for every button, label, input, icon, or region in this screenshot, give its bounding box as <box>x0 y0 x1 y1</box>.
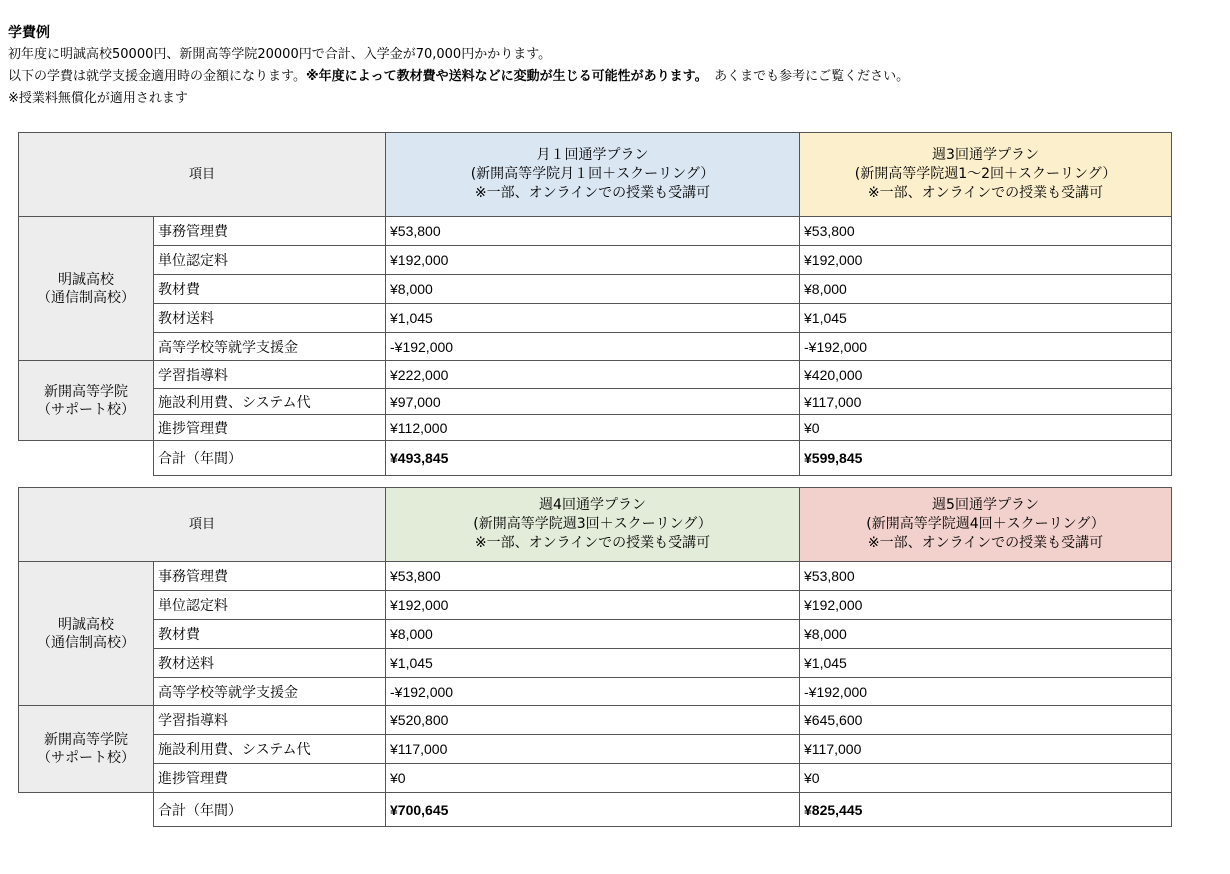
item-shisetsu: 施設利用費、システム代 <box>154 735 386 764</box>
item-soryo: 教材送料 <box>154 304 386 333</box>
value-cell: ¥8,000 <box>800 275 1172 304</box>
item-shisetsu: 施設利用費、システム代 <box>154 389 386 415</box>
value-cell: ¥192,000 <box>800 591 1172 620</box>
intro-line-3: ※授業料無償化が適用されます <box>8 91 188 106</box>
value-cell: ¥645,600 <box>800 706 1172 735</box>
fee-table-1 <box>18 132 1172 476</box>
value-cell: ¥8,000 <box>386 275 800 304</box>
total-value: ¥493,845 <box>386 441 800 476</box>
plan-name: 週3回通学プラン <box>932 147 1039 163</box>
item-tani: 単位認定料 <box>154 246 386 275</box>
intro-line-1: 初年度に明誠高校50000円、新開高等学院20000円で合計、入学金が70,000円かかります。 <box>8 47 552 62</box>
value-cell: ¥117,000 <box>800 735 1172 764</box>
item-gakushu: 学習指導料 <box>154 706 386 735</box>
value-cell: ¥1,045 <box>800 304 1172 333</box>
value-cell: ¥117,000 <box>386 735 800 764</box>
plan-detail: (新開高等学院週4回＋スクーリング） <box>866 516 1105 532</box>
value-cell: -¥192,000 <box>386 678 800 706</box>
value-cell: ¥520,800 <box>386 706 800 735</box>
value-cell: ¥112,000 <box>386 415 800 441</box>
item-soryo: 教材送料 <box>154 649 386 678</box>
item-kyozai: 教材費 <box>154 620 386 649</box>
header-item-label: 項目 <box>19 133 386 217</box>
total-value: ¥599,845 <box>800 441 1172 476</box>
plan-name: 月１回通学プラン <box>536 147 649 163</box>
plan-header-weekly-4 <box>386 488 800 562</box>
value-cell: ¥222,000 <box>386 361 800 389</box>
group-shinkai: 新開高等学院 （サポート校） <box>19 706 154 793</box>
blank-cell <box>19 793 154 827</box>
group-meisei: 明誠高校 （通信制高校） <box>19 562 154 706</box>
plan-header-weekly-5 <box>800 488 1172 562</box>
group-shinkai: 新開高等学院 （サポート校） <box>19 361 154 441</box>
header-item-label: 項目 <box>19 488 386 562</box>
value-cell: -¥192,000 <box>800 678 1172 706</box>
item-gakushu: 学習指導料 <box>154 361 386 389</box>
plan-note: ※一部、オンラインでの授業も受講可 <box>867 185 1104 201</box>
plan-header-weekly-3 <box>800 133 1172 217</box>
item-total: 合計（年間） <box>154 793 386 827</box>
value-cell: ¥192,000 <box>386 246 800 275</box>
item-tani: 単位認定料 <box>154 591 386 620</box>
intro-section <box>8 22 909 110</box>
total-value: ¥700,645 <box>386 793 800 827</box>
value-cell: -¥192,000 <box>800 333 1172 361</box>
intro-line-2-normal: 以下の学費は就学支援金適用時の金額になります。 <box>8 69 306 84</box>
plan-header-monthly-1 <box>386 133 800 217</box>
value-cell: ¥53,800 <box>386 562 800 591</box>
value-cell: ¥0 <box>800 415 1172 441</box>
value-cell: ¥117,000 <box>800 389 1172 415</box>
plan-note: ※一部、オンラインでの授業も受講可 <box>474 185 711 201</box>
blank-cell <box>19 441 154 476</box>
item-shincho: 進捗管理費 <box>154 764 386 793</box>
item-jimu: 事務管理費 <box>154 217 386 246</box>
value-cell: ¥97,000 <box>386 389 800 415</box>
plan-detail: (新開高等学院週1～2回＋スクーリング） <box>854 166 1117 182</box>
plan-detail: (新開高等学院週3回＋スクーリング） <box>473 516 712 532</box>
plan-note: ※一部、オンラインでの授業も受講可 <box>867 535 1104 551</box>
value-cell: ¥53,800 <box>800 562 1172 591</box>
item-shien: 高等学校等就学支援金 <box>154 333 386 361</box>
value-cell: ¥192,000 <box>386 591 800 620</box>
item-jimu: 事務管理費 <box>154 562 386 591</box>
value-cell: ¥1,045 <box>800 649 1172 678</box>
value-cell: ¥0 <box>800 764 1172 793</box>
plan-name: 週4回通学プラン <box>539 497 646 513</box>
value-cell: ¥192,000 <box>800 246 1172 275</box>
item-shien: 高等学校等就学支援金 <box>154 678 386 706</box>
intro-line-2-tail: あくまでも参考にご覧ください。 <box>701 69 910 84</box>
value-cell: -¥192,000 <box>386 333 800 361</box>
item-total: 合計（年間） <box>154 441 386 476</box>
plan-detail: (新開高等学院月１回＋スクーリング） <box>470 166 715 182</box>
value-cell: ¥8,000 <box>800 620 1172 649</box>
page-title: 学費例 <box>8 25 50 41</box>
item-kyozai: 教材費 <box>154 275 386 304</box>
item-shincho: 進捗管理費 <box>154 415 386 441</box>
plan-note: ※一部、オンラインでの授業も受講可 <box>474 535 711 551</box>
intro-line-2 <box>8 66 909 88</box>
fee-table-2 <box>18 487 1172 827</box>
value-cell: ¥1,045 <box>386 304 800 333</box>
value-cell: ¥8,000 <box>386 620 800 649</box>
intro-line-2-bold: ※年度によって教材費や送料などに変動が生じる可能性があります。 <box>305 69 702 84</box>
value-cell: ¥1,045 <box>386 649 800 678</box>
value-cell: ¥0 <box>386 764 800 793</box>
plan-name: 週5回通学プラン <box>932 497 1039 513</box>
value-cell: ¥53,800 <box>800 217 1172 246</box>
total-value: ¥825,445 <box>800 793 1172 827</box>
value-cell: ¥53,800 <box>386 217 800 246</box>
group-meisei: 明誠高校 （通信制高校） <box>19 217 154 361</box>
value-cell: ¥420,000 <box>800 361 1172 389</box>
